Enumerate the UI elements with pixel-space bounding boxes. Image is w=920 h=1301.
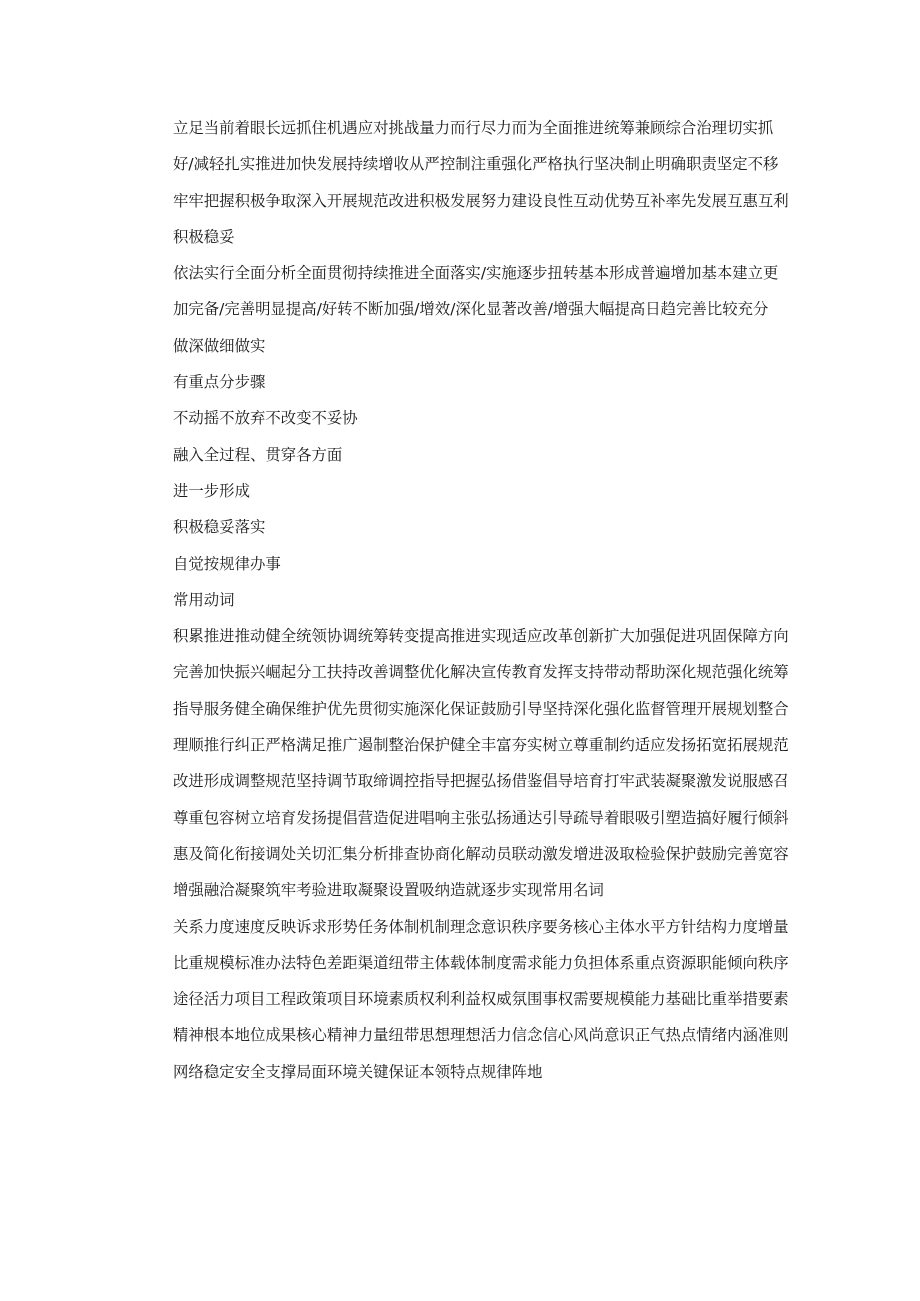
paragraph-5: 不动摇不放弃不改变不妥协 xyxy=(173,409,358,428)
paragraph-6: 融入全过程、贯穿各方面 xyxy=(173,445,343,464)
paragraph-nouns: 关系力度速度反映诉求形势任务体制机制理念意识秩序要务核心主体水平方针结构力度增量比重规模标准办法特色差距渠道纽带主体载体制度需求能力负担体系重点资源职能倾向秩序途径活力项目工程政策项目环境素质权利利益权威氛围事权需要规模能力基础比重举措要素精神根本地位成果核心精神力量纽带思想理想活力信念信心风尚意识正气热点情绪内涵准则网络稳定安全支撑局面环境关键保证本领特点规律阵地 xyxy=(173,917,789,1081)
section-heading-verbs: 常用动词 xyxy=(173,590,235,609)
document-body xyxy=(173,110,793,1090)
paragraph-8: 积极稳妥落实 xyxy=(173,518,266,537)
paragraph-1: 立足当前着眼长远抓住机遇应对挑战量力而行尽力而为全面推进统筹兼顾综合治理切实抓好/减轻扎实推进加快发展持续增收从严控制注重强化严格执行坚决制止明确职责坚定不移牢牢把握积极争取深入开展规范改进积极发展努力建设良性互动优势互补率先发展互惠互利积极稳妥 xyxy=(173,119,789,246)
paragraph-9: 自觉按规律办事 xyxy=(173,554,281,573)
paragraph-7: 进一步形成 xyxy=(173,481,250,500)
paragraph-3: 做深做细做实 xyxy=(173,336,266,355)
paragraph-2: 依法实行全面分析全面贯彻持续推进全面落实/实施逐步扭转基本形成普遍增加基本建立更加完备/完善明显提高/好转不断加强/增效/深化显著改善/增强大幅提高日趋完善比较充分 xyxy=(173,264,779,319)
paragraph-verbs: 积累推进推动健全统领协调统筹转变提高推进实现适应改革创新扩大加强促进巩固保障方向完善加快振兴崛起分工扶持改善调整优化解决宣传教育发挥支持带动帮助深化规范强化统筹指导服务健全确保维护优先贯彻实施深化保证鼓励引导坚持深化强化监督管理开展规划整合理顺推行纠正严格满足推广遏制整治保护健全丰富夯实树立尊重制约适应发扬拓宽拓展规范改进形成调整规范坚持调节取缔调控指导把握弘扬借鉴倡导培育打牢武装凝聚激发说服感召尊重包容树立培育发扬提倡营造促进唱响主张弘扬通达引导疏导着眼吸引塑造搞好履行倾斜惠及简化衔接调处关切汇集分析排查协商化解动员联动激发增进汲取检验保护鼓励完善宽容增强融洽凝聚筑牢考验进取凝聚设置吸纳造就逐步实现常用名词 xyxy=(173,627,789,900)
paragraph-4: 有重点分步骤 xyxy=(173,373,266,392)
